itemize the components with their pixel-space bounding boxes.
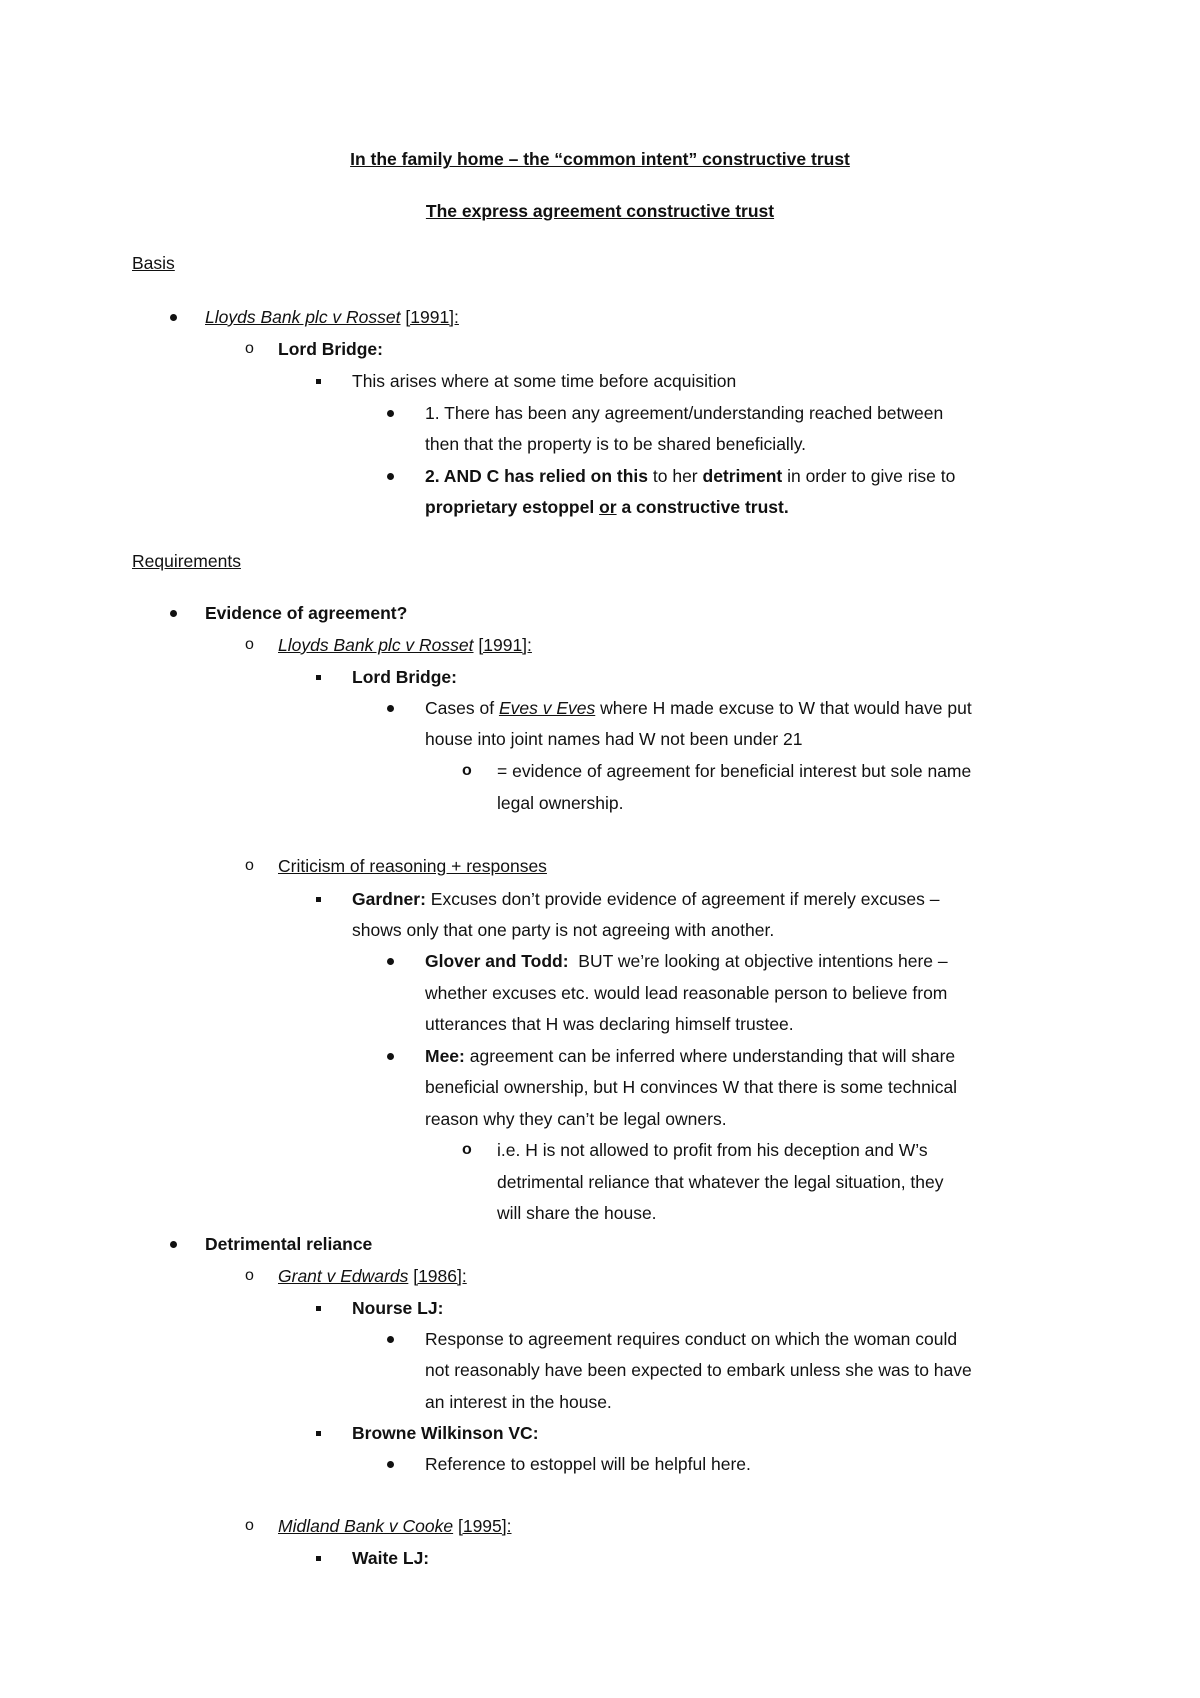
point-text: not reasonably have been expected to embark unless she was to have [425, 1360, 972, 1380]
point-text [425, 697, 972, 719]
case-name: Lloyds Bank plc v Rosset [205, 307, 401, 327]
judge-name: Lord Bridge: [352, 667, 457, 687]
case-name: Lloyds Bank plc v Rosset [278, 635, 474, 655]
section-heading: Detrimental reliance [205, 1234, 373, 1254]
point-text: shows only that one party is not agreeing with another. [352, 920, 775, 940]
bullet-circle-icon: o [245, 1267, 254, 1284]
bullet-dot-icon [170, 602, 177, 617]
point-text: legal ownership. [497, 793, 624, 813]
requirements-heading: Requirements [132, 551, 241, 571]
bullet-circle-icon: o [245, 340, 254, 357]
page-subtitle: The express agreement constructive trust [425, 201, 775, 221]
text-run: relied on this [539, 466, 649, 486]
bullet-square-icon [316, 1297, 321, 1311]
point-text: will share the house. [497, 1203, 657, 1223]
point-text: i.e. H is not allowed to profit from his deception and W’s [497, 1140, 928, 1160]
text-run: 2. AND C has [425, 466, 540, 486]
bullet-dot-icon [387, 402, 394, 417]
bullet-dot-icon [387, 1328, 394, 1343]
section-heading: Evidence of agreement? [205, 603, 408, 623]
bullet-dot-icon [387, 950, 394, 965]
bullet-square-icon [316, 370, 321, 384]
case-year: [1991]: [478, 635, 532, 655]
bullet-dot-icon [387, 697, 394, 712]
case-year: [1986]: [413, 1266, 467, 1286]
text-run: agreement can be inferred where understanding that will share [464, 1046, 956, 1066]
case-citation [278, 634, 532, 656]
point-text: Reference to estoppel will be helpful here. [425, 1454, 751, 1474]
text-run: Cases of [425, 698, 499, 718]
bullet-circle-icon: o [245, 857, 254, 874]
point-text: house into joint names had W not been under 21 [425, 729, 803, 749]
point-text: reason why they can’t be legal owners. [425, 1109, 727, 1129]
point-text: utterances that H was declaring himself trustee. [425, 1014, 794, 1034]
bullet-circle-icon: o [462, 1141, 472, 1158]
bullet-dot-icon [387, 465, 394, 480]
point-text: This arises where at some time before acquisition [352, 371, 737, 391]
author-name: Gardner: [352, 889, 426, 909]
bullet-dot-icon [170, 1233, 177, 1248]
text-run: Excuses don’t provide evidence of agreement if merely excuses – [425, 889, 940, 909]
case-year: [1995]: [457, 1516, 512, 1536]
point-text: 1. There has been any agreement/understanding reached between [425, 403, 944, 423]
point-text: detrimental reliance that whatever the legal situation, they [497, 1172, 944, 1192]
point-text [425, 496, 789, 518]
point-text [352, 888, 940, 910]
author-name: Mee: [425, 1046, 465, 1066]
text-run: in order to give rise to [782, 466, 956, 486]
case-name: Eves v Eves [498, 698, 596, 718]
bullet-square-icon [316, 888, 321, 902]
case-name: Midland Bank v Cooke [278, 1516, 454, 1536]
point-text: an interest in the house. [425, 1392, 612, 1412]
judge-name: Nourse LJ: [352, 1298, 444, 1318]
case-name: Grant v Edwards [278, 1266, 409, 1286]
bullet-dot-icon [387, 1453, 394, 1468]
bullet-circle-icon: o [245, 636, 254, 653]
point-text: whether excuses etc. would lead reasonable person to believe from [425, 983, 948, 1003]
point-text: Response to agreement requires conduct on which the woman could [425, 1329, 958, 1349]
subsection-heading: Criticism of reasoning + responses [278, 856, 547, 876]
point-text [425, 1045, 955, 1067]
case-citation [278, 1265, 467, 1287]
bullet-square-icon [316, 1547, 321, 1561]
text-run: a constructive trust. [616, 497, 789, 517]
text-run: BUT we’re looking at objective intentions here – [568, 951, 948, 971]
case-citation [205, 306, 459, 328]
point-text [425, 465, 955, 487]
point-text: then that the property is to be shared beneficially. [425, 434, 807, 454]
case-year: [1991]: [405, 307, 459, 327]
point-text: beneficial ownership, but H convinces W that there is some technical [425, 1077, 958, 1097]
point-text: = evidence of agreement for beneficial interest but sole name [497, 761, 972, 781]
bullet-dot-icon [170, 306, 177, 321]
page-title: In the family home – the “common intent” constructive trust [350, 149, 850, 169]
judge-name: Browne Wilkinson VC: [352, 1423, 539, 1443]
case-citation [278, 1515, 512, 1537]
bullet-circle-icon: o [462, 762, 472, 779]
bullet-square-icon [316, 1422, 321, 1436]
bullet-square-icon [316, 666, 321, 680]
text-run: proprietary estoppel [425, 497, 600, 517]
bullet-dot-icon [387, 1045, 394, 1060]
point-text [425, 950, 948, 972]
text-run: or [599, 497, 617, 517]
text-run: to her [648, 466, 703, 486]
author-name: Glover and Todd: [425, 951, 569, 971]
basis-heading: Basis [132, 253, 175, 273]
text-run: detriment [702, 466, 783, 486]
judge-name: Waite LJ: [352, 1548, 430, 1568]
bullet-circle-icon: o [245, 1517, 254, 1534]
text-run: where H made excuse to W that would have put [595, 698, 972, 718]
judge-name: Lord Bridge: [278, 339, 383, 359]
